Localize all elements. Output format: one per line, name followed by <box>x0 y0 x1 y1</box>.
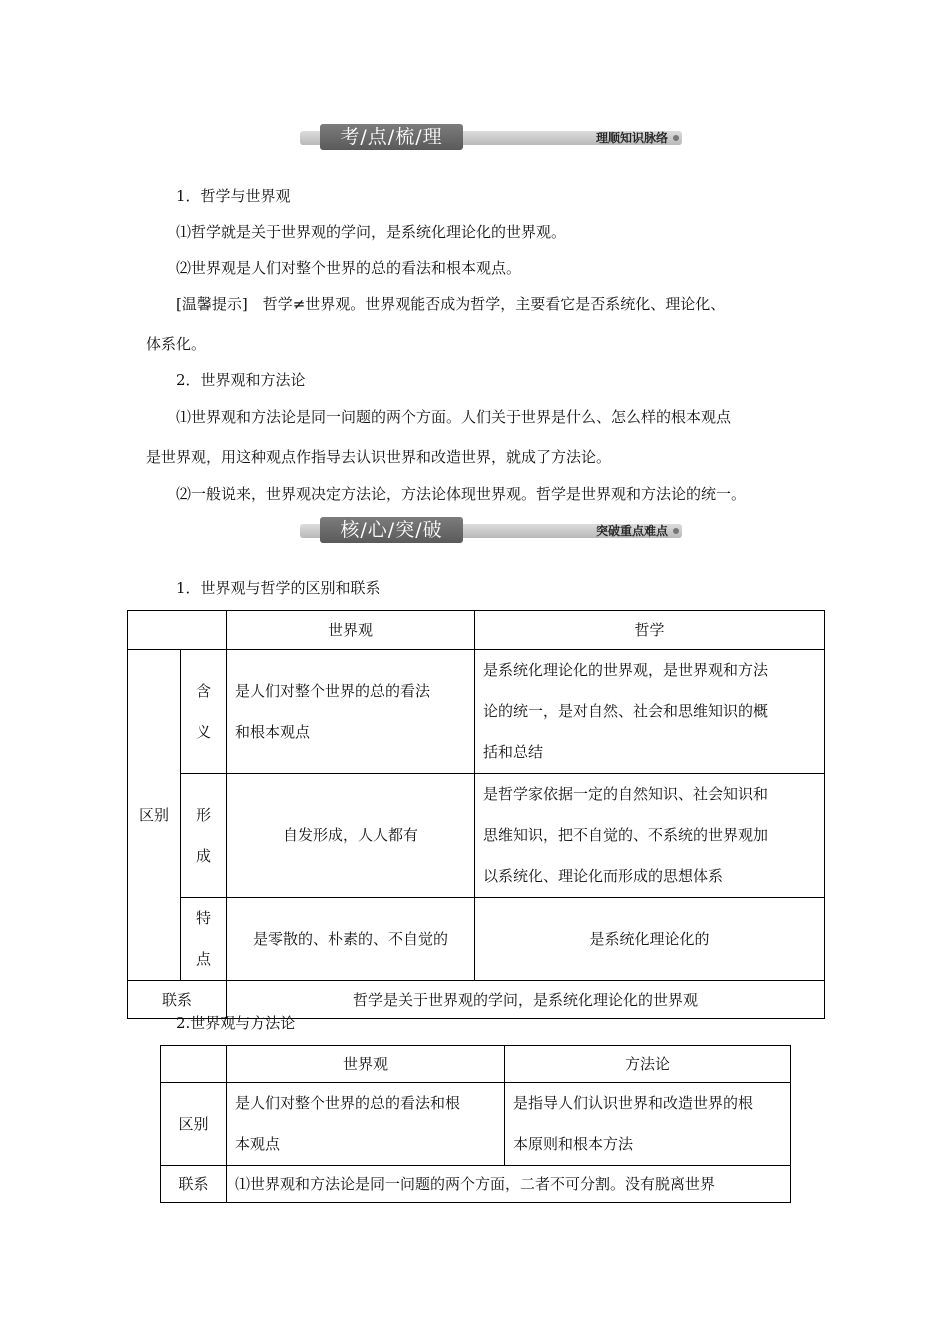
header-empty-cell <box>128 611 227 650</box>
bullet-dot-icon <box>673 528 679 534</box>
cell-worldview-meaning: 是人们对整个世界的总的看法 和根本观点 <box>227 650 475 774</box>
table-caption: 2.世界观与方法论 <box>176 1014 296 1032</box>
section-banner-core <box>300 517 682 543</box>
tip-text: [温馨提示] 哲学≠世界观。世界观能否成为哲学，主要看它是否系统化、理论化、 <box>176 295 726 313</box>
heading-worldview-methodology: 2．世界观和方法论 <box>176 371 306 389</box>
header-worldview: 世界观 <box>227 611 475 650</box>
table-caption: 1．世界观与哲学的区别和联系 <box>176 579 381 597</box>
banner-subtitle: 突破重点难点 <box>595 524 668 538</box>
paragraph-item: ⑴世界观和方法论是同一问题的两个方面。人们关于世界是什么、怎么样的根本观点 <box>176 408 732 426</box>
bullet-dot-icon <box>673 135 679 141</box>
cell-worldview-formation: 自发形成，人人都有 <box>227 774 475 898</box>
header-methodology: 方法论 <box>505 1046 791 1083</box>
paragraph-item: ⑵世界观是人们对整个世界的总的看法和根本观点。 <box>176 259 522 277</box>
cell-methodology-difference: 是指导人们认识世界和改造世界的根 本原则和根本方法 <box>505 1083 791 1166</box>
paragraph-item: ⑴哲学就是关于世界观的学问，是系统化理论化的世界观。 <box>176 223 567 241</box>
comparison-table-worldview-philosophy <box>127 610 825 1019</box>
table-row <box>128 774 825 898</box>
row-group-label-difference: 区别 <box>128 650 181 981</box>
table-header-row <box>128 611 825 650</box>
header-philosophy: 哲学 <box>475 611 825 650</box>
table-row <box>128 898 825 981</box>
cell-philosophy-characteristics: 是系统化理论化的 <box>475 898 825 981</box>
cell-connection: ⑴世界观和方法论是同一问题的两个方面，二者不可分割。没有脱离世界 <box>227 1166 791 1203</box>
heading-philosophy-worldview: 1．哲学与世界观 <box>176 187 291 205</box>
row-label-connection: 联系 <box>161 1166 227 1203</box>
cell-worldview-characteristics: 是零散的、朴素的、不自觉的 <box>227 898 475 981</box>
banner-title: 考/点/梳/理 <box>320 124 463 150</box>
cell-philosophy-meaning: 是系统化理论化的世界观，是世界观和方法 论的统一，是对自然、社会和思维知识的概 括和总结 <box>475 650 825 774</box>
row-label-meaning: 含 义 <box>181 650 227 774</box>
table-header-row <box>161 1046 791 1083</box>
row-label-connection: 联系 <box>128 981 227 1019</box>
table-row <box>128 650 825 774</box>
row-label-characteristics: 特 点 <box>181 898 227 981</box>
cell-worldview-difference: 是人们对整个世界的总的看法和根 本观点 <box>227 1083 505 1166</box>
row-label-formation: 形 成 <box>181 774 227 898</box>
cell-connection: 哲学是关于世界观的学问，是系统化理论化的世界观 <box>227 981 825 1019</box>
section-banner-review <box>300 124 682 150</box>
table-row-link <box>161 1166 791 1203</box>
row-label-difference: 区别 <box>161 1083 227 1166</box>
paragraph-item: ⑵一般说来，世界观决定方法论，方法论体现世界观。哲学是世界观和方法论的统一。 <box>176 485 747 503</box>
table-row <box>161 1083 791 1166</box>
paragraph-item-continued: 是世界观，用这种观点作指导去认识世界和改造世界，就成了方法论。 <box>146 448 612 466</box>
cell-philosophy-formation: 是哲学家依据一定的自然知识、社会知识和 思维知识，把不自觉的、不系统的世界观加 以系统化、理论化而形成的思想体系 <box>475 774 825 898</box>
banner-subtitle: 理顺知识脉络 <box>595 131 668 145</box>
tip-text-continued: 体系化。 <box>146 335 207 353</box>
banner-title: 核/心/突/破 <box>320 517 463 543</box>
header-empty-cell <box>161 1046 227 1083</box>
comparison-table-worldview-methodology <box>160 1045 791 1203</box>
header-worldview: 世界观 <box>227 1046 505 1083</box>
